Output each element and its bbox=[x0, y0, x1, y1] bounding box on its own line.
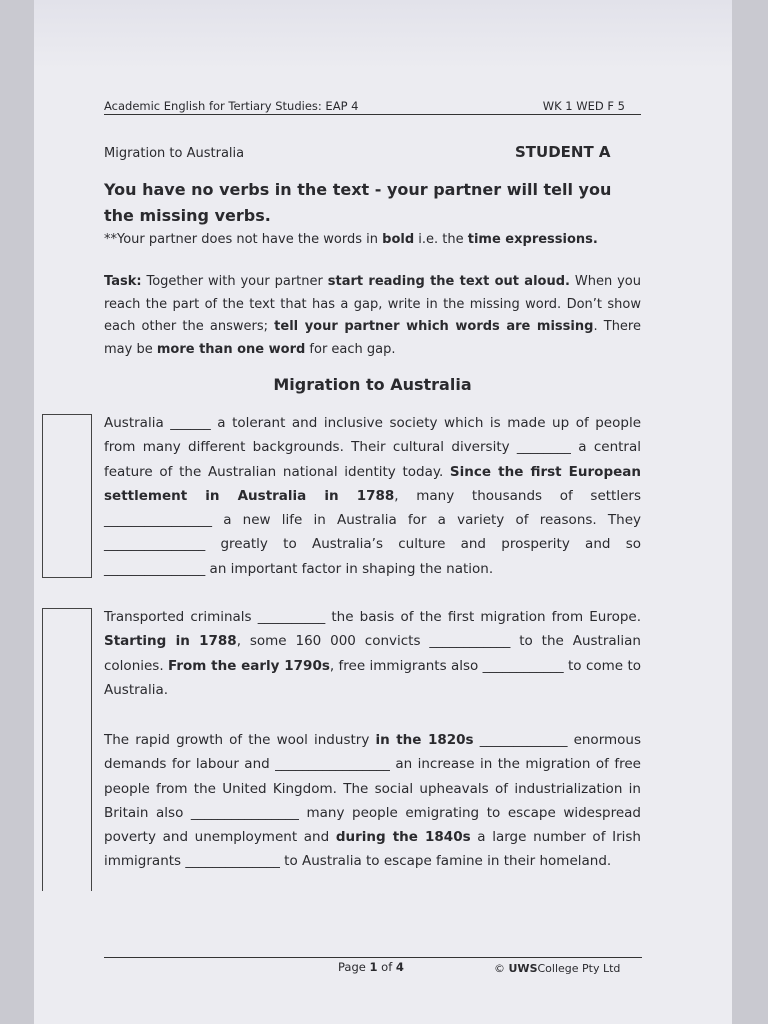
page-number bbox=[338, 960, 404, 974]
p3-text-a: The rapid growth of the wool industry bbox=[104, 732, 376, 748]
task-bold-2: tell your partner which words are missing bbox=[274, 319, 594, 334]
p3-bold-b: in the 1820s bbox=[375, 732, 474, 748]
scan-artifact-band bbox=[34, 0, 732, 70]
p2-text-e: , free immigrants also ____________ to come to Australia. bbox=[104, 657, 641, 698]
page-total: 4 bbox=[395, 960, 404, 974]
note-line bbox=[104, 228, 641, 252]
task-text-1: Together with your partner bbox=[141, 274, 328, 289]
p2-text-c: , some 160 000 convicts ____________ to the Australian colonies. bbox=[104, 633, 641, 674]
page-of: of bbox=[377, 960, 396, 974]
p3-text-e: a large number of Irish immigrants ______________ to Australia to escape famine in their homeland. bbox=[104, 829, 641, 870]
topic-row bbox=[104, 140, 641, 164]
paragraph-2 bbox=[104, 605, 641, 702]
p1-text-a: Australia ______ a tolerant and inclusive society which is made up of people from many different backgrounds. Their cultural diversity ________ a central feature of the Australian national identity today. bbox=[104, 415, 641, 480]
task-text-2: When you reach the part of the text that has a gap, write in the missing word. Don’t show each other the answers; bbox=[104, 274, 641, 334]
copyright-brand: UWS bbox=[508, 962, 538, 975]
copyright-rest: College Pty Ltd bbox=[537, 962, 621, 975]
task-bold-3: more than one word bbox=[156, 341, 306, 357]
task-text-4: for each gap. bbox=[305, 341, 396, 357]
p2-bold-b: Starting in 1788 bbox=[104, 633, 237, 650]
task-bold-1: start reading the text out aloud. bbox=[327, 274, 570, 289]
page-pre: Page bbox=[338, 960, 370, 974]
course-title: Academic English for Tertiary Studies: EAP 4 bbox=[104, 99, 359, 113]
week-code: WK 1 WED F 5 bbox=[542, 99, 625, 113]
task-text-3: . There may be bbox=[104, 319, 641, 357]
p1-bold-b: Since the first European settlement in Australia in 1788 bbox=[104, 463, 641, 504]
p2-bold-d: From the early 1790s bbox=[168, 657, 330, 674]
task-label: Task: bbox=[104, 274, 142, 289]
intro-instruction: You have no verbs in the text - your partner will tell you the missing verbs. bbox=[104, 180, 612, 225]
copyright-symbol: © bbox=[494, 962, 509, 975]
paragraph-3 bbox=[104, 728, 641, 874]
margin-box-1 bbox=[42, 414, 92, 578]
topic-label: Migration to Australia bbox=[104, 146, 245, 161]
page-header bbox=[104, 94, 641, 115]
note-bold-1: bold bbox=[382, 232, 415, 247]
p2-text-a: Transported criminals __________ the basis of the first migration from Europe. bbox=[104, 609, 641, 625]
student-label: STUDENT A bbox=[515, 143, 611, 161]
note-text-2: i.e. the bbox=[414, 232, 468, 247]
p3-bold-d: during the 1840s bbox=[335, 829, 471, 846]
text-title: Migration to Australia bbox=[273, 375, 472, 394]
p1-text-c: , many thousands of settlers ________________ a new life in Australia for a variety of reasons. They _______________ greatly to Australia’s culture and prosperity and so _______________ an important factor in shaping the nation. bbox=[104, 487, 641, 577]
note-text-1: **Your partner does not have the words in bbox=[104, 232, 383, 247]
note-bold-2: time expressions. bbox=[467, 232, 598, 247]
page-current: 1 bbox=[369, 960, 378, 974]
p3-text-c: _____________ enormous demands for labour and _________________ an increase in the migration of free people from the United Kingdom. The social upheavals of industrialization in Britain also ________________ many people emigrating to escape widespread poverty and unemployment and bbox=[104, 732, 642, 846]
copyright bbox=[494, 962, 620, 975]
footer-rule bbox=[104, 957, 642, 958]
task-instructions bbox=[104, 271, 641, 361]
paragraph-1 bbox=[104, 411, 641, 581]
margin-box-2 bbox=[42, 608, 92, 891]
